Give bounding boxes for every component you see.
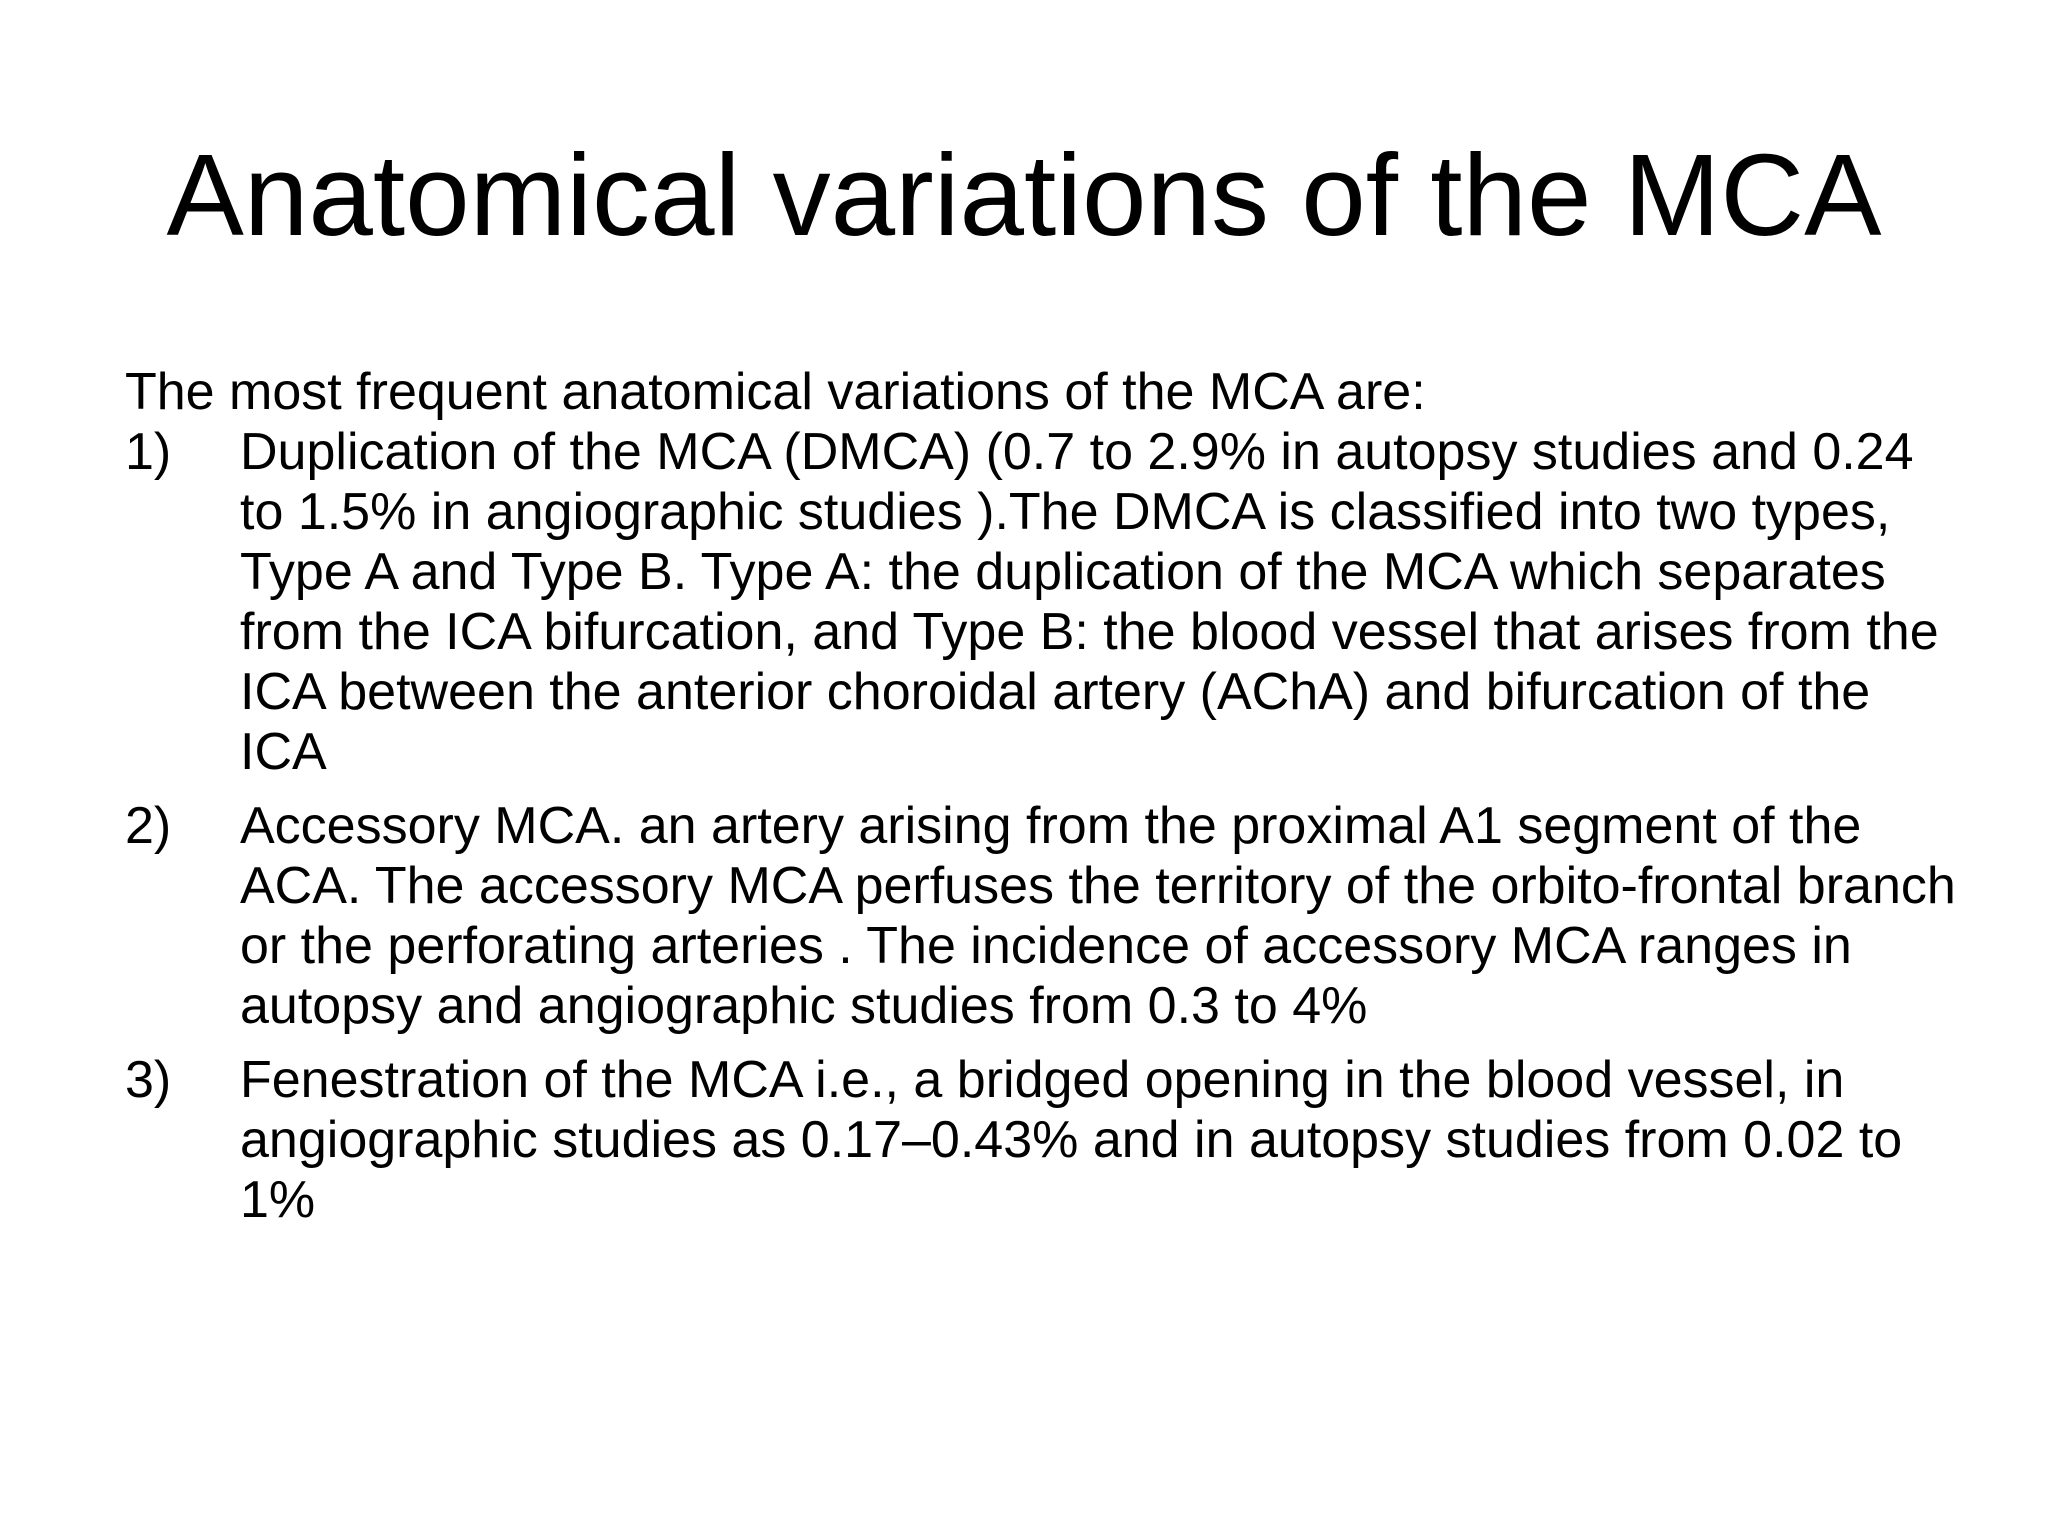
list-item-text: Fenestration of the MCA i.e., a bridged opening in the blood vessel, in angiographic studies as 0.17–0.43% and in autopsy studies from 0.02 to 1% bbox=[240, 1051, 1903, 1229]
list-item bbox=[125, 1050, 1965, 1230]
list-item-number: 2) bbox=[125, 797, 172, 855]
list-item-number: 3) bbox=[125, 1051, 172, 1109]
intro-text: The most frequent anatomical variations of the MCA are: bbox=[125, 363, 1426, 421]
slide-body bbox=[125, 362, 1965, 1230]
slide-title: Anatomical variations of the MCA bbox=[166, 130, 1882, 260]
list-item-text: Duplication of the MCA (DMCA) (0.7 to 2.9% in autopsy studies and 0.24 to 1.5% in angiographic studies ).The DMCA is classified into two types, Type A and Type B. Type A: the duplication of the MCA which separates from the ICA bifurcation, and Type B: the blood vessel that arises from the ICA between the anterior choroidal artery (AChA) and bifurcation of the ICA bbox=[240, 423, 1939, 781]
list-item bbox=[125, 422, 1965, 782]
variations-list bbox=[125, 422, 1965, 1230]
list-item bbox=[125, 796, 1965, 1036]
list-item-text: Accessory MCA. an artery arising from the proximal A1 segment of the ACA. The accessory MCA perfuses the territory of the orbito-frontal branch or the perforating arteries . The incidence of accessory MCA ranges in autopsy and angiographic studies from 0.3 to 4% bbox=[240, 797, 1956, 1035]
list-item-number: 1) bbox=[125, 423, 172, 481]
